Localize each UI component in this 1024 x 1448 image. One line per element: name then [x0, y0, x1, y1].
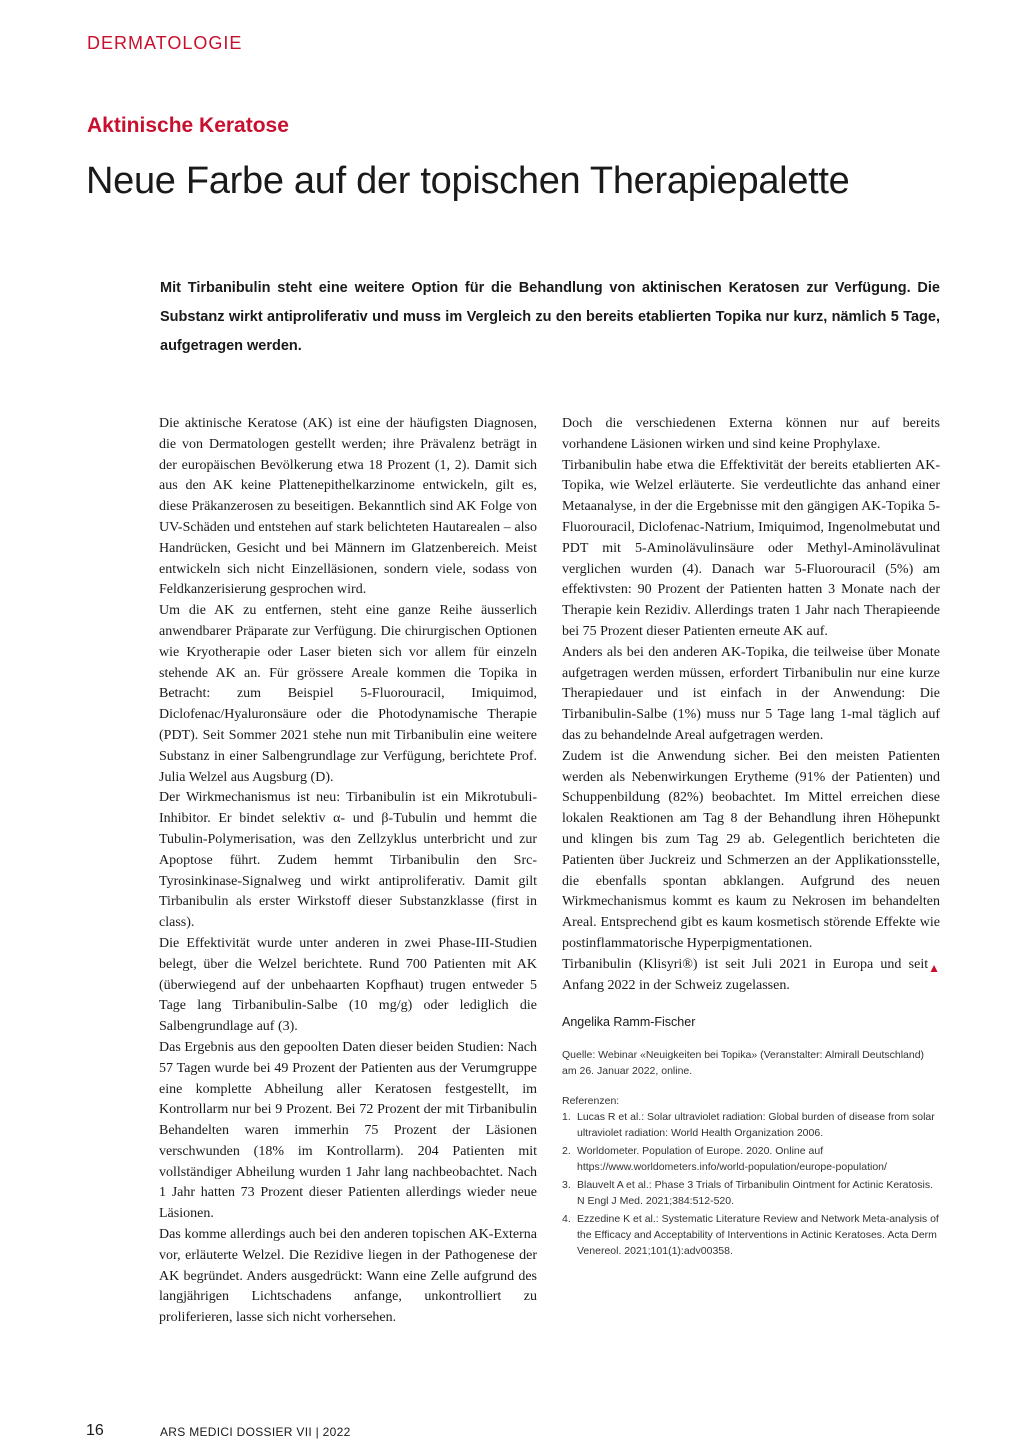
- author-byline: Angelika Ramm-Fischer: [562, 1015, 696, 1030]
- article-kicker: Aktinische Keratose: [87, 114, 289, 137]
- body-paragraph: Um die AK zu entfernen, steht eine ganze Reihe äusserlich anwendbarer Präparate zur Verfügung. Die chirurgischen Optionen wie Kryotherapie oder Laser bieten sich vor allem für einzeln stehende AK an. Für grössere Areale kommen die Topika in Betracht: zum Beispiel 5-Fluorouracil, Imiquimod, Diclofenac/Hyaluronsäure oder die Photodynamische Therapie (PDT). Seit Sommer 2021 stehe nun mit Tirbanibulin eine weitere Substanz in einer Salbengrundlage zur Verfügung, berichtete Prof. Julia Welzel aus Augsburg (D).: [159, 603, 537, 785]
- reference-number: 2.: [562, 1145, 571, 1158]
- reference-number: 3.: [562, 1179, 571, 1192]
- source-note: Quelle: Webinar «Neuigkeiten bei Topika» (Veranstalter: Almirall Deutschland) am 26. Januar 2022, online.: [562, 1049, 925, 1078]
- article-title: Neue Farbe auf der topischen Therapiepalette: [86, 160, 850, 202]
- reference-item: [562, 1177, 940, 1209]
- body-paragraph: Zudem ist die Anwendung sicher. Bei den meisten Patienten werden als Nebenwirkungen Erytheme (91% der Patienten) und Schuppenbildung (82%) beobachtet. Im Mittel erreichen diese lokalen Reaktionen am Tag 8 der Behandlung ihren Höhepunkt und klingen bis zum Tag 29 ab. Gelegentlich berichteten die Patienten über Juckreiz und Schmerzen an der Applikationsstelle, die ebenfalls spontan abklangen. Aufgrund des neuen Wirkmechanismus kommt es kaum zu Nekrosen im behandelten Areal. Entsprechend gibt es kaum kosmetisch störende Effekte wie postinflammatorische Hyperpigmentationen.: [562, 748, 940, 951]
- references-list: [562, 1109, 940, 1259]
- body-paragraph: Das Ergebnis aus den gepoolten Daten dieser beiden Studien: Nach 57 Tagen wurde bei 49 Prozent der Patienten aus der Verumgruppe eine komplette Abheilung aller Keratosen festgestellt, im Kontrollarm nur bei 9 Prozent. Bei 72 Prozent der mit Tirbanibulin Behandelten waren immerhin 75 Prozent der Läsionen verschwunden (18% im Kontrollarm). 204 Patienten mit vollständiger Abheilung wurden 1 Jahr lang nachbeobachtet. Nach 1 Jahr hatten 73 Prozent dieser Patienten allerdings wieder neue Läsionen.: [159, 1039, 537, 1222]
- publication-name: ARS MEDICI DOSSIER VII | 2022: [160, 1425, 351, 1439]
- reference-item: [562, 1109, 940, 1141]
- reference-item: [562, 1211, 940, 1259]
- references-heading: Referenzen:: [562, 1095, 620, 1108]
- reference-text: Ezzedine K et al.: Systematic Literature Review and Network Meta-analysis of the Efficacy and Acceptability of Interventions in Actinic Keratoses. Acta Derm Venereol. 2021;101(1):adv00358.: [577, 1213, 939, 1258]
- page-number: 16: [86, 1422, 104, 1439]
- body-paragraph: Das komme allerdings auch bei den anderen topischen AK-Externa vor, erläuterte Welzel. Die Rezidive liegen in der Pathogenese der AK begründet. Anders ausgedrückt: Wann eine Zelle aufgrund des langjährigen Lichtschadens anfange, unkontrolliert zu proliferieren, lasse sich nicht vorhersehen.: [159, 1227, 537, 1326]
- reference-item: [562, 1143, 940, 1175]
- article-lead: Mit Tirbanibulin steht eine weitere Option für die Behandlung von aktinischen Keratosen zur Verfügung. Die Substanz wirkt antiproliferativ und muss im Vergleich zu den bereits etablierten Topika nur kurz, nämlich 5 Tage, aufgetragen werden.: [160, 280, 940, 354]
- body-paragraph: Die aktinische Keratose (AK) ist eine der häufigsten Diagnosen, die von Dermatologen gestellt werden; ihre Prävalenz beträgt in der europäischen Bevölkerung etwa 18 Prozent (1, 2). Damit sich aus den AK keine Plattenepithelkarzinome entwickeln, gilt es, diese Präkanzerosen zu beseitigen. Bekanntlich sind AK Folge von UV-Schäden und entstehen auf stark belichteten Hautarealen – also Handrücken, Gesicht und bei Männern im Glatzenbereich. Meist entwickeln sich nicht Einzelläsionen, sondern viele, sodass von Feldkanzerisierung gesprochen wird.: [159, 416, 537, 598]
- section-label: DERMATOLOGIE: [87, 33, 243, 53]
- end-mark-icon: ▲: [928, 960, 940, 975]
- body-paragraph-last: [562, 955, 940, 997]
- reference-text: Worldometer. Population of Europe. 2020. Online auf https://www.worldometers.info/world-population/europe-population/: [577, 1145, 887, 1174]
- reference-text: Lucas R et al.: Solar ultraviolet radiation: Global burden of disease from solar ultraviolet radiation: World Health Organization 2006.: [577, 1111, 935, 1140]
- body-paragraph: Anders als bei den anderen AK-Topika, die teilweise über Monate aufgetragen werden müssen, erfordert Tirbanibulin nur eine kurze Therapiedauer und ist einfach in der Anwendung: Die Tirbanibulin-Salbe (1%) muss nur 5 Tage lang 1-mal täglich auf das zu behandelnde Areal aufgetragen werden.: [562, 644, 940, 743]
- left-column: [159, 414, 537, 1329]
- body-paragraph: Tirbanibulin habe etwa die Effektivität der bereits etablierten AK-Topika, wie Welzel erläuterte. Sie verdeutlichte das anhand einer Metaanalyse, in der die Ergebnisse mit den gängigen AK-Topika 5-Fluorouracil, Diclofenac-Natrium, Imiquimod, Ingenolmebutat und PDT mit 5-Aminolävulinsäure oder Methyl-Aminolävulinat verglichen wurden (4). Danach war 5-Fluorouracil (5%) am effektivsten: 90 Prozent der Patienten hatten 3 Monate nach der Therapie kein Rezidiv. Allerdings traten 1 Jahr nach Therapieende bei 75 Prozent dieser Patienten erneute AK auf.: [562, 457, 940, 639]
- body-paragraph: Doch die verschiedenen Externa können nur auf bereits vorhandene Läsionen wirken und sind keine Prophylaxe.: [562, 416, 940, 452]
- body-paragraph: Die Effektivität wurde unter anderen in zwei Phase-III-Studien belegt, über die Welzel berichtete. Rund 700 Patienten mit AK (überwiegend auf der unbehaarten Kopfhaut) trugen entweder 5 Tage lang Tirbanibulin-Salbe (10 mg/g) oder lediglich die Salbengrundlage auf (3).: [159, 935, 537, 1035]
- reference-number: 1.: [562, 1111, 571, 1124]
- body-paragraph-text: Tirbanibulin (Klisyri®) ist seit Juli 2021 in Europa und seit Anfang 2022 in der Schweiz zugelassen.: [562, 956, 929, 993]
- reference-number: 4.: [562, 1213, 571, 1226]
- right-column: [562, 414, 940, 1261]
- reference-text: Blauvelt A et al.: Phase 3 Trials of Tirbanibulin Ointment for Actinic Keratosis. N Engl J Med. 2021;384:512-520.: [577, 1179, 934, 1208]
- body-paragraph: Der Wirkmechanismus ist neu: Tirbanibulin ist ein Mikrotubuli-Inhibitor. Er bindet selektiv α- und β-Tubulin und hemmt die Tubulin-Polymerisation, was den Zellzyklus unterbricht und zur Apoptose führt. Zudem hemmt Tirbanibulin den Src-Tyrosinkinase-Signalweg und wirkt antiproliferativ. Damit gilt Tirbanibulin als erster Wirkstoff dieser Substanzklasse (first in class).: [159, 790, 537, 931]
